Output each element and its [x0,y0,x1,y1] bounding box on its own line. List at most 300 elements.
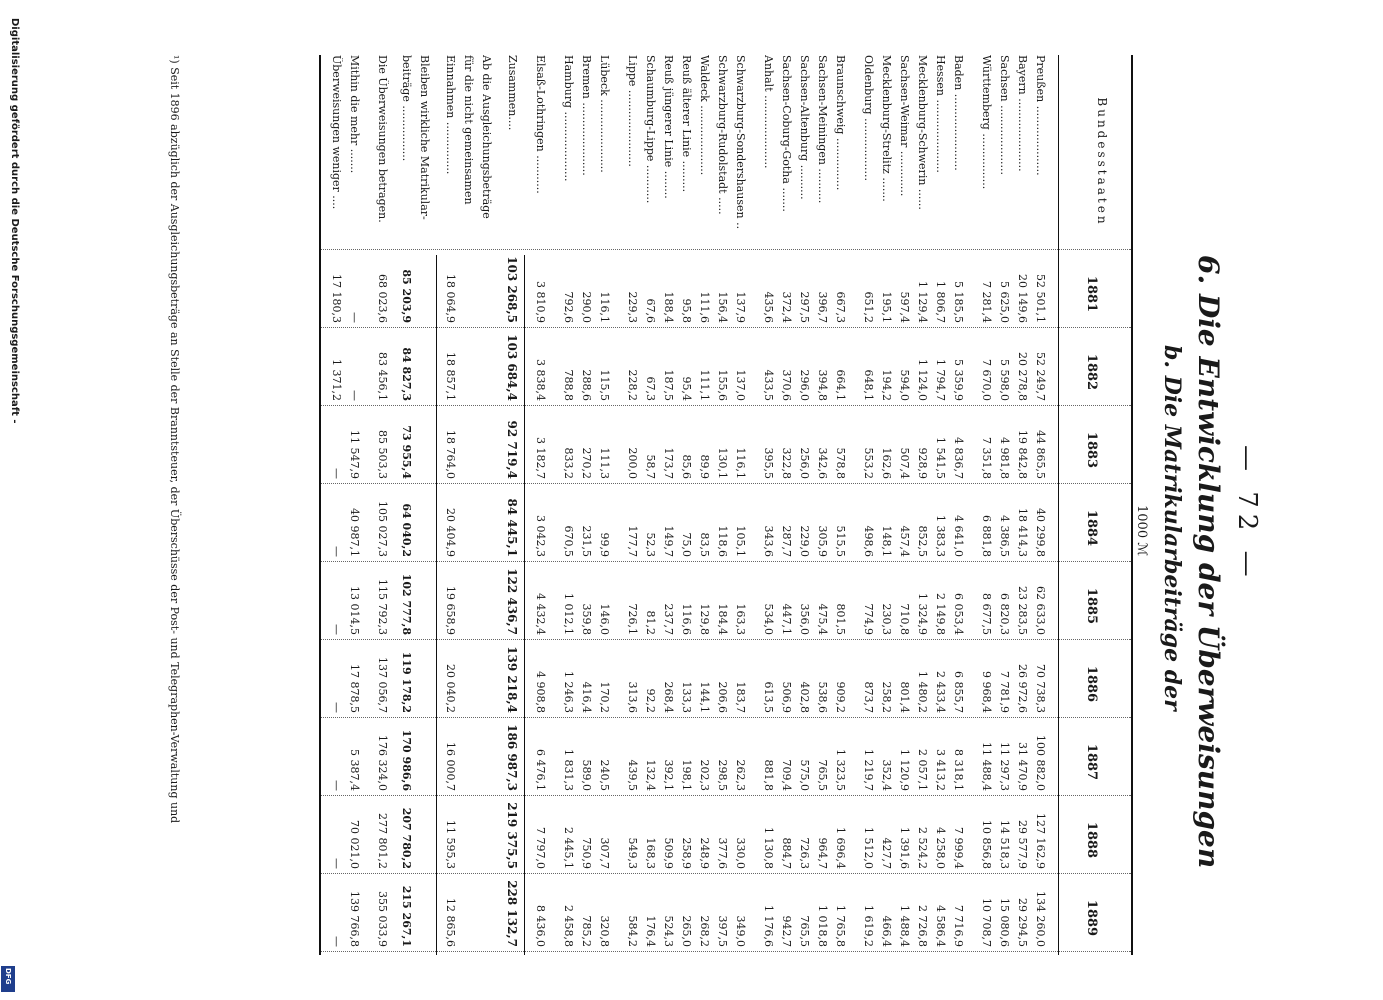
column-separator [321,483,1131,484]
table-cell: 1 130,8 [762,827,775,869]
table-cell: 105,1 [734,525,747,557]
row-label: Schwarzburg-Sondershausen .. [734,55,747,230]
table-cell: 1 124,0 [916,359,929,401]
bottom-rule [319,55,321,955]
table-cell: 237,7 [662,603,675,635]
table-cell: 3 838,4 [534,359,547,401]
table-cell: 1 219,7 [862,749,875,791]
table-cell: 62 633,0 [1034,586,1047,635]
table-cell: 356,0 [798,603,811,635]
table-cell: 156,4 [716,291,729,323]
table-cell: 667,3 [834,291,847,323]
table-cell: 183,7 [734,681,747,713]
row-label: Waldeck .................... [698,55,711,176]
table-row [346,55,361,955]
year-header: 1889 [1084,899,1099,937]
row-label: für die nicht gemeinsamen [462,55,475,205]
column-separator [321,327,1131,328]
table-cell: 1 391,6 [898,827,911,869]
table-cell: 2 458,8 [562,905,575,947]
table-cell: 229,0 [798,525,811,557]
table-cell: 19 842,8 [1016,430,1029,479]
table-cell: 229,3 [626,291,639,323]
table-cell: 330,0 [734,837,747,869]
table-cell: 26 972,6 [1016,664,1029,713]
table-cell: 5 185,5 [952,281,965,323]
table-cell: 801,5 [834,603,847,635]
credit-text: Digitalisierung gefördert durch die Deutsche Forschungsgemeinschaft - [9,18,20,424]
table-cell: 20 278,8 [1016,352,1029,401]
table-row [714,55,729,955]
table-cell: 111,6 [698,291,711,323]
row-label: Bremen ..................... [580,55,593,176]
table-cell: 457,4 [898,525,911,557]
table-row [642,55,657,955]
table-cell: 139 766,8 [348,891,361,947]
table-cell: 584,2 [626,915,639,947]
table-cell: 509,9 [662,837,675,869]
column-separator [321,717,1131,718]
table-cell: — [330,624,343,635]
table-cell: 909,2 [834,681,847,713]
table-cell: 297,5 [798,291,811,323]
table-cell: 597,4 [898,291,911,323]
table-row [778,55,793,955]
page-number: — 72 — [1232,445,1262,583]
table-row [678,55,693,955]
table-row [596,55,611,955]
row-label: Sachsen .................... [998,55,1011,176]
row-label: Mecklenburg-Strelitz ....... [880,55,893,202]
row-label: Schwarzburg-Rudolstadt ..... [716,55,729,215]
table-cell: 149,7 [662,525,675,557]
row-label: Lübeck ..................... [598,55,611,173]
table-cell: 359,8 [580,603,593,635]
table-cell: 198,1 [680,759,693,791]
table-cell: 177,7 [626,525,639,557]
table-cell: 83,5 [698,532,711,557]
table-cell: — [330,468,343,479]
table-cell: 7 351,8 [980,437,993,479]
table-cell: 466,4 [880,915,893,947]
dfg-logo [1,966,15,992]
table-cell: 4 641,0 [952,515,965,557]
column-separator [321,249,1131,250]
table-cell: 6 476,1 [534,749,547,791]
table-cell: 2 057,1 [916,749,929,791]
table-cell: 111,3 [598,447,611,479]
table-row [760,55,775,955]
table-cell: 268,2 [698,915,711,947]
table-row [532,55,547,955]
row-label: Sachsen-Altenburg .......... [798,55,811,200]
table-cell: 427,7 [880,837,893,869]
table-cell: 3 182,7 [534,437,547,479]
row-label: Ab die Ausgleichungsbeträge [480,55,493,219]
table-cell: 447,1 [780,603,793,635]
table-cell: 349,0 [734,915,747,947]
row-label: Mithin die mehr ....... [348,55,361,174]
dfg-logo-text: DFG [4,968,12,985]
table-cell: 268,4 [662,681,675,713]
column-separator [321,639,1131,640]
table-cell: 155,6 [716,369,729,401]
table-cell: 322,8 [780,447,793,479]
table-cell: 594,0 [898,369,911,401]
table-cell: 1 120,9 [898,749,911,791]
table-row [1014,55,1029,955]
table-cell: 277 801,2 [376,813,389,869]
table-cell: 8 318,1 [952,749,965,791]
table-cell: 4 258,0 [934,827,947,869]
table-cell: 290,0 [580,291,593,323]
table-cell: 20 040,2 [444,664,457,713]
row-label: Zusammen.... [506,55,519,131]
row-label: Schaumburg-Lippe ........... [644,55,657,204]
table-cell: 881,8 [762,759,775,791]
table-cell: 102 777,8 [400,573,413,635]
table-cell: 85 503,3 [376,430,389,479]
table-cell: 95,4 [680,376,693,401]
table-cell: 16 000,7 [444,742,457,791]
table-cell: 248,9 [698,837,711,869]
table-cell: 119 178,2 [400,651,413,713]
table-cell: 68 023,6 [376,274,389,323]
table-cell: 116,6 [680,603,693,635]
table-cell: 11 595,3 [444,820,457,869]
year-header: 1882 [1084,353,1099,391]
table-cell: 144,1 [698,681,711,713]
table-row [578,55,593,955]
table-cell: 1 806,7 [934,281,947,323]
table-cell: 31 470,9 [1016,742,1029,791]
table-header [1059,55,1131,955]
row-label: Oldenburg .................. [862,55,875,182]
table-cell: 2 433,4 [934,671,947,713]
row-label: Braunschweig ............... [834,55,847,191]
row-label: Bleiben wirkliche Matrikular- [418,55,431,220]
row-label: Elsaß-Lothringen ........... [534,55,547,194]
table-cell: 433,5 [762,369,775,401]
table-cell: 498,6 [862,525,875,557]
column-header-states: Bundesstaaten [1095,97,1109,227]
table-cell: — [348,390,361,401]
table-cell: 589,0 [580,759,593,791]
table-cell: 134 260,0 [1034,891,1047,947]
table-cell: 7 797,0 [534,827,547,869]
table-cell: 538,6 [816,681,829,713]
table-row [374,55,389,955]
year-header: 1883 [1084,431,1099,469]
table-cell: 9 968,4 [980,671,993,713]
table-cell: 52,3 [644,532,657,557]
table-cell: 118,6 [716,525,729,557]
table-cell: 195,1 [880,291,893,323]
table-cell: 1 383,3 [934,515,947,557]
table-cell: 240,5 [598,759,611,791]
table-cell: 788,8 [562,369,575,401]
table-cell: 670,5 [562,525,575,557]
table-cell: 202,3 [698,759,711,791]
table-cell: 115 792,3 [376,579,389,635]
table-cell: 395,5 [762,447,775,479]
table-cell: 230,3 [880,603,893,635]
table-cell: 67,6 [644,298,657,323]
table-row [860,55,875,955]
table-cell: 105 027,3 [376,501,389,557]
table-cell: 4 908,8 [534,671,547,713]
table-cell: 130,1 [716,447,729,479]
table-cell: 1 619,2 [862,905,875,947]
table-cell: 84 827,3 [400,347,413,401]
table-cell: 651,2 [862,291,875,323]
table-cell: 133,3 [680,681,693,713]
table-cell: 137,0 [734,369,747,401]
table-cell: 1 246,3 [562,671,575,713]
table-cell: 1 488,4 [898,905,911,947]
column-separator [321,405,1131,406]
table-row [814,55,829,955]
table-cell: 92 719,4 [505,420,519,479]
table-cell: 507,4 [898,447,911,479]
table-cell: 7 670,0 [980,359,993,401]
table-cell: 710,8 [898,603,911,635]
table-cell: 148,1 [880,525,893,557]
table-cell: 402,8 [798,681,811,713]
table-cell: 188,4 [662,291,675,323]
table-row [950,55,965,955]
table-cell: 377,6 [716,837,729,869]
table-cell: 7 281,4 [980,281,993,323]
table-row [398,55,413,955]
table-cell: 270,2 [580,447,593,479]
row-label: Reuß jüngerer Linie ........ [662,55,675,199]
year-header: 1888 [1084,821,1099,859]
table-cell: 29 577,9 [1016,820,1029,869]
table-cell: 132,4 [644,759,657,791]
table-cell: 115,5 [598,369,611,401]
table-cell: 1 696,4 [834,827,847,869]
table-row [878,55,893,955]
row-label: Überweisungen weniger .... [330,55,343,210]
table-cell: 103 268,5 [505,256,519,323]
table-cell: 1 765,8 [834,905,847,947]
table-cell: 575,0 [798,759,811,791]
table-cell: 7 716,9 [952,905,965,947]
table-row [624,55,639,955]
table-cell: 6 855,7 [952,671,965,713]
table-cell: 765,5 [816,759,829,791]
table-cell: 83 456,1 [376,352,389,401]
table-cell: 139 218,4 [505,646,519,713]
year-header: 1881 [1084,275,1099,313]
table-cell: 343,6 [762,525,775,557]
table-cell: 75,0 [680,532,693,557]
table-row [478,55,493,955]
table-row [996,55,1011,955]
table-cell: 765,5 [798,915,811,947]
table-cell: 100 882,0 [1034,735,1047,791]
table-cell: 524,3 [662,915,675,947]
table-cell: 122 436,7 [505,568,519,635]
table-cell: 219 375,5 [505,802,519,869]
table-cell: 206,6 [716,681,729,713]
table-cell: 127 162,9 [1034,813,1047,869]
table-cell: — [330,936,343,947]
row-label: Mecklenburg-Schwerin ...... [916,55,929,210]
table-cell: 648,1 [862,369,875,401]
table-cell: 7 999,4 [952,827,965,869]
table-cell: 372,4 [780,291,793,323]
row-label: beiträge ................ [400,55,413,162]
table-cell: 262,3 [734,759,747,791]
table-cell: 515,5 [834,525,847,557]
table-cell: 73 955,4 [400,425,413,479]
table-cell: 439,5 [626,759,639,791]
table-cell: 19 658,9 [444,586,457,635]
table-cell: 137,9 [734,291,747,323]
table-cell: 964,7 [816,837,829,869]
table-cell: 342,6 [816,447,829,479]
table-row [504,55,519,955]
table-row [832,55,847,955]
table-cell: 12 865,6 [444,898,457,947]
table-cell: 664,1 [834,369,847,401]
table-cell: 6 881,8 [980,515,993,557]
table-cell: 18 857,1 [444,352,457,401]
table-cell: 20 404,9 [444,508,457,557]
table-cell: 99,9 [598,532,611,557]
table-cell: 578,8 [834,447,847,479]
table-cell: 186 987,3 [505,724,519,791]
table-cell: 4 386,5 [998,515,1011,557]
row-label: Anhalt ..................... [762,55,775,169]
table-cell: 265,0 [680,915,693,947]
table-cell: 2 149,8 [934,593,947,635]
table-cell: 288,6 [580,369,593,401]
table-cell: 256,0 [798,447,811,479]
table-row [460,55,475,955]
table-cell: 296,0 [798,369,811,401]
row-label: Reuß älterer Linie ......... [680,55,693,193]
table-cell: 67,3 [644,376,657,401]
table-cell: 194,2 [880,369,893,401]
column-separator [321,951,1131,952]
table-cell: 3 042,3 [534,515,547,557]
table-cell: 258,2 [880,681,893,713]
table-cell: 392,1 [662,759,675,791]
table-cell: 852,5 [916,525,929,557]
table-cell: 228 132,7 [505,880,519,947]
table-cell: 15 080,6 [998,898,1011,947]
table-cell: 5 625,0 [998,281,1011,323]
table-cell: 170,2 [598,681,611,713]
table-cell: 13 014,5 [348,586,361,635]
table-cell: 774,9 [862,603,875,635]
table-cell: 435,6 [762,291,775,323]
column-separator [321,561,1131,562]
year-header: 1884 [1084,509,1099,547]
table-cell: 3 413,2 [934,749,947,791]
table-cell: 11 297,3 [998,742,1011,791]
table-cell: 176,4 [644,915,657,947]
table-row [1032,55,1047,955]
table-cell: 58,7 [644,454,657,479]
table-cell: 85 203,9 [400,269,413,323]
table-cell: 200,0 [626,447,639,479]
table-cell: 129,8 [698,603,711,635]
table-cell: 170 986,6 [400,729,413,791]
table-cell: 4 836,7 [952,437,965,479]
table-cell: 85,6 [680,454,693,479]
table-cell: 4 586,4 [934,905,947,947]
table-cell: 298,5 [716,759,729,791]
table-cell: 352,4 [880,759,893,791]
table-cell: 1 794,7 [934,359,947,401]
table-cell: 11 547,9 [348,430,361,479]
table-cell: 613,5 [762,681,775,713]
table-cell: 4 981,8 [998,437,1011,479]
table-cell: 2 524,2 [916,827,929,869]
table-cell: 320,8 [598,915,611,947]
sum-rule [524,255,525,955]
table-cell: 1 176,6 [762,905,775,947]
table-row [896,55,911,955]
table-row [660,55,675,955]
table-cell: 506,9 [780,681,793,713]
table-cell: 52 501,1 [1034,274,1047,323]
table-cell: 370,6 [780,369,793,401]
table-cell: 103 684,4 [505,334,519,401]
row-label: Sachsen-Weimar ............. [898,55,911,197]
table-cell: 29 294,5 [1016,898,1029,947]
table-cell: 1 831,3 [562,749,575,791]
table-cell: 549,3 [626,837,639,869]
table-cell: — [330,858,343,869]
table-cell: 785,2 [580,915,593,947]
row-label: Baden ...................... [952,55,965,171]
table-cell: 116,1 [598,291,611,323]
table-cell: 137 056,7 [376,657,389,713]
table-cell: 1 012,1 [562,593,575,635]
table-cell: 3 810,9 [534,281,547,323]
row-label: Lippe ...................... [626,55,639,167]
footnote: ¹) Seit 1896 abzüglich der Ausgleichungsbeträge an Stelle der Branntsteuer, der Überschüsse der Post- und Telegraphen-Verwaltung und [168,55,181,824]
table-cell: 397,5 [716,915,729,947]
row-label: Württemberg ................ [980,55,993,190]
table-cell: 10 708,7 [980,898,993,947]
table-cell: 726,1 [626,603,639,635]
table-row [796,55,811,955]
table-cell: 416,4 [580,681,593,713]
sidebar-credit [8,18,19,986]
table-cell: 6 053,4 [952,593,965,635]
table-cell: 1 512,0 [862,827,875,869]
table-row [732,55,747,955]
row-label: Preußen .................... [1034,55,1047,176]
table-row [696,55,711,955]
rotated-page [157,55,1267,955]
table-cell: 10 856,8 [980,820,993,869]
page-subtitle: b. Die Matrikularbeiträge der [1159,345,1185,711]
table-cell: 1 371,2 [330,359,343,401]
table-cell: 70 021,0 [348,820,361,869]
table-cell: 534,0 [762,603,775,635]
table-row [560,55,575,955]
table-row [328,55,343,955]
table-cell: 17 878,5 [348,664,361,713]
table-cell: 84 445,1 [505,498,519,557]
